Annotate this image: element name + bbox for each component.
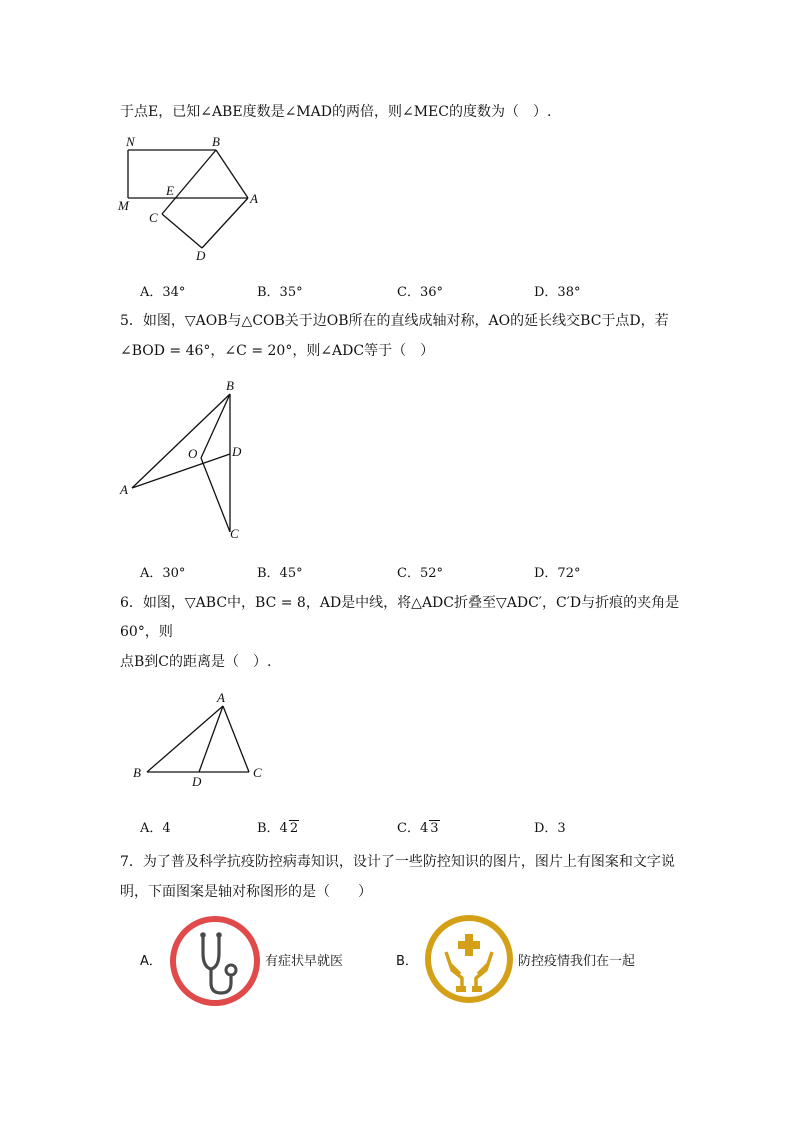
q6-option-b-radicand: 2 xyxy=(289,821,299,836)
q5-label-d: D xyxy=(232,444,242,459)
q4-label-e: E xyxy=(166,183,174,198)
q6-stem-line3: 点B到C的距离是（ ）. xyxy=(120,654,272,670)
q4-label-c: C xyxy=(149,210,158,225)
q6-figure xyxy=(125,688,275,788)
q4-label-n: N xyxy=(126,134,135,149)
q6-stem-line1: 6．如图，▽ABC中，BC = 8，AD是中线，将△ADC折叠至▽ADC′，C′D与折痕的夹角是 xyxy=(120,595,680,611)
q4-option-a[interactable]: A．34° xyxy=(140,285,186,300)
hands-cross-icon[interactable] xyxy=(422,912,516,1006)
q6-option-d[interactable]: D．3 xyxy=(534,821,566,836)
q4-label-a: A xyxy=(250,191,258,206)
q6-label-b: B xyxy=(133,765,141,780)
q5-option-d[interactable]: D．72° xyxy=(534,566,581,581)
q4-label-m: M xyxy=(118,198,129,213)
q4-option-b[interactable]: B．35° xyxy=(257,285,303,300)
q6-option-c-radicand: 3 xyxy=(430,821,439,836)
q7-stem-line1: 7．为了普及科学抗疫防控病毒知识，设计了一些防控知识的图片，图片上有图案和文字说 xyxy=(120,854,675,870)
q4-stem-tail: 于点E，已知∠ABE度数是∠MAD的两倍，则∠MEC的度数为（ ）. xyxy=(120,104,552,120)
q5-label-b: B xyxy=(226,378,234,393)
q7-stem-line2: 明，下面图案是轴对称图形的是（ ） xyxy=(120,884,372,900)
q6-option-b-prefix: B．4 xyxy=(257,821,288,836)
q4-figure xyxy=(112,132,272,267)
q6-label-d: D xyxy=(192,774,202,788)
q7-option-a-letter[interactable]: A． xyxy=(140,954,162,969)
q6-label-a: A xyxy=(217,690,225,705)
stethoscope-icon[interactable] xyxy=(167,913,263,1009)
q6-label-c: C xyxy=(253,765,262,780)
q4-option-c[interactable]: C．36° xyxy=(397,285,443,300)
q6-stem-line2: 60°，则 xyxy=(120,624,173,640)
q6-option-c-prefix: C．4 xyxy=(397,821,429,836)
q5-label-a: A xyxy=(120,482,128,497)
q4-option-d[interactable]: D．38° xyxy=(534,285,581,300)
q7-option-b-letter[interactable]: B． xyxy=(396,954,418,969)
q5-label-o: O xyxy=(188,446,198,461)
q7-option-b-caption: 防控疫情我们在一起 xyxy=(518,954,636,969)
q5-figure xyxy=(112,372,262,547)
q4-label-b: B xyxy=(212,134,220,149)
q6-option-c[interactable] xyxy=(397,817,440,836)
q5-stem-line1: 5．如图，▽AOB与△COB关于边OB所在的直线成轴对称，AO的延长线交BC于点D，若 xyxy=(120,313,669,329)
q5-option-b[interactable]: B．45° xyxy=(257,566,303,581)
q6-option-b[interactable] xyxy=(257,817,299,836)
q5-option-a[interactable]: A．30° xyxy=(140,566,186,581)
q5-option-c[interactable]: C．52° xyxy=(397,566,443,581)
q7-option-a-caption: 有症状早就医 xyxy=(265,954,344,969)
q6-option-a[interactable]: A．4 xyxy=(140,821,171,836)
q4-label-d: D xyxy=(196,248,206,263)
q5-stem-line2: ∠BOD = 46°，∠C = 20°，则∠ADC等于（ ） xyxy=(120,343,435,359)
q5-label-c: C xyxy=(230,526,239,541)
